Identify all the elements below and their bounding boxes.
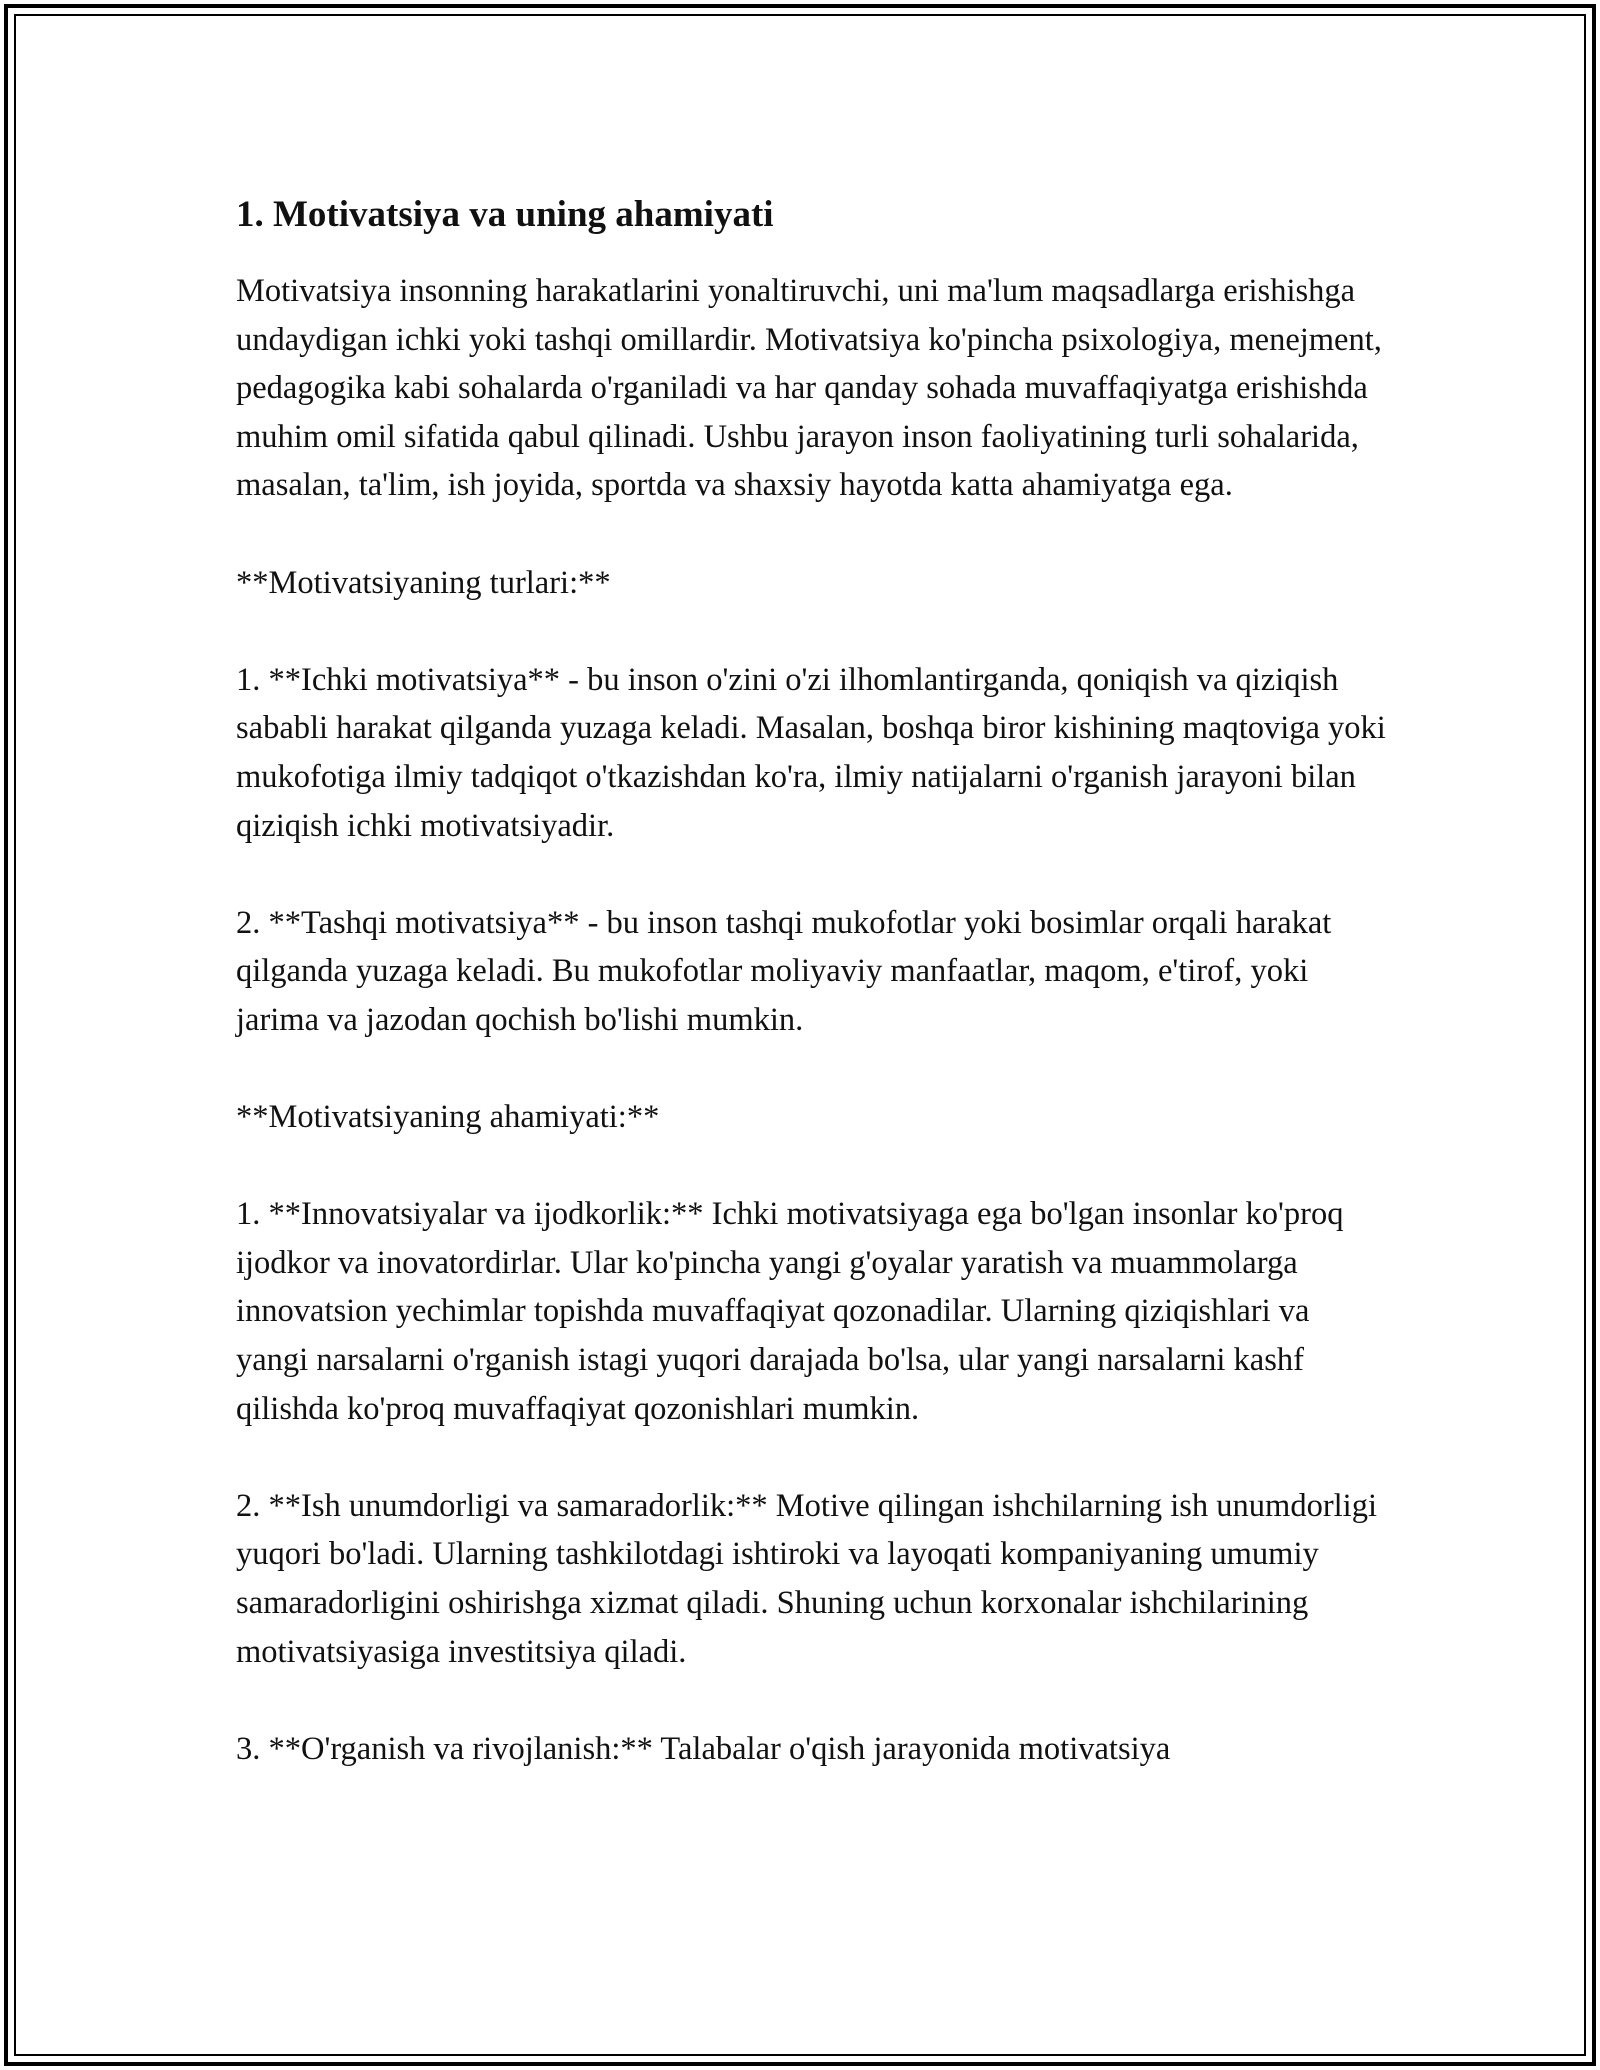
paragraph-intro: Motivatsiya insonning harakatlarini yonaltiruvchi, uni ma'lum maqsadlarga erishishga undaydigan ichki yoki tashqi omillardir. Motivatsiya ko'pincha psixologiya, menejment, pedagogika kabi sohalarda o'rganiladi va har qanday sohada muvaffaqiyatga erishishda muhim omil sifatida qabul qilinadi. Ushbu jarayon inson faoliyatining turli sohalarida, masalan, ta'lim, ish joyida, sportda va shaxsiy hayotda katta ahamiyatga ega.	[236, 273, 1382, 504]
paragraph-external-motivation: 2. **Tashqi motivatsiya** - bu inson tashqi mukofotlar yoki bosimlar orqali harakat qilganda yuzaga keladi. Bu mukofotlar moliyaviy manfaatlar, maqom, e'tirof, yoki jarima va jazodan qochish bo'lishi mumkin.	[236, 904, 1332, 1038]
paragraph-innovation: 1. **Innovatsiyalar va ijodkorlik:** Ichki motivatsiyaga ega bo'lgan insonlar ko'proq ijodkor va inovatordirlar. Ular ko'pincha yangi g'oyalar yaratish va muammolarga innovatsion yechimlar topishda muvaffaqiyat qozonadilar. Ularning qiziqishlari va yangi narsalarni o'rganish istagi yuqori darajada bo'lsa, ular yangi narsalarni kashf qilishda ko'proq muvaffaqiyat qozonishlari mumkin.	[236, 1196, 1344, 1427]
document-content	[236, 185, 1386, 1822]
paragraph-internal-motivation: 1. **Ichki motivatsiya** - bu inson o'zini o'zi ilhomlantirganda, qoniqish va qiziqish sababli harakat qilganda yuzaga keladi. Masalan, boshqa biror kishining maqtoviga yoki mukofotiga ilmiy tadqiqot o'tkazishdan ko'ra, ilmiy natijalarni o'rganish jarayoni bilan qiziqish ichki motivatsiyadir.	[236, 661, 1386, 844]
paragraph-types-heading: **Motivatsiyaning turlari:**	[236, 564, 611, 601]
document-body	[236, 267, 1386, 1773]
document-title: 1. Motivatsiya va uning ahamiyati	[236, 194, 774, 235]
paragraph-learning: 3. **O'rganish va rivojlanish:** Talabalar o'qish jarayonida motivatsiya	[236, 1730, 1171, 1767]
paragraph-importance-heading: **Motivatsiyaning ahamiyati:**	[236, 1099, 660, 1136]
paragraph-productivity: 2. **Ish unumdorligi va samaradorlik:** Motive qilingan ishchilarning ish unumdorligi yuqori bo'ladi. Ularning tashkilotdagi ishtiroki va layoqati kompaniyaning umumiy samaradorligini oshirishga xizmat qiladi. Shuning uchun korxonalar ishchilarining motivatsiyasiga investitsiya qiladi.	[236, 1487, 1377, 1670]
